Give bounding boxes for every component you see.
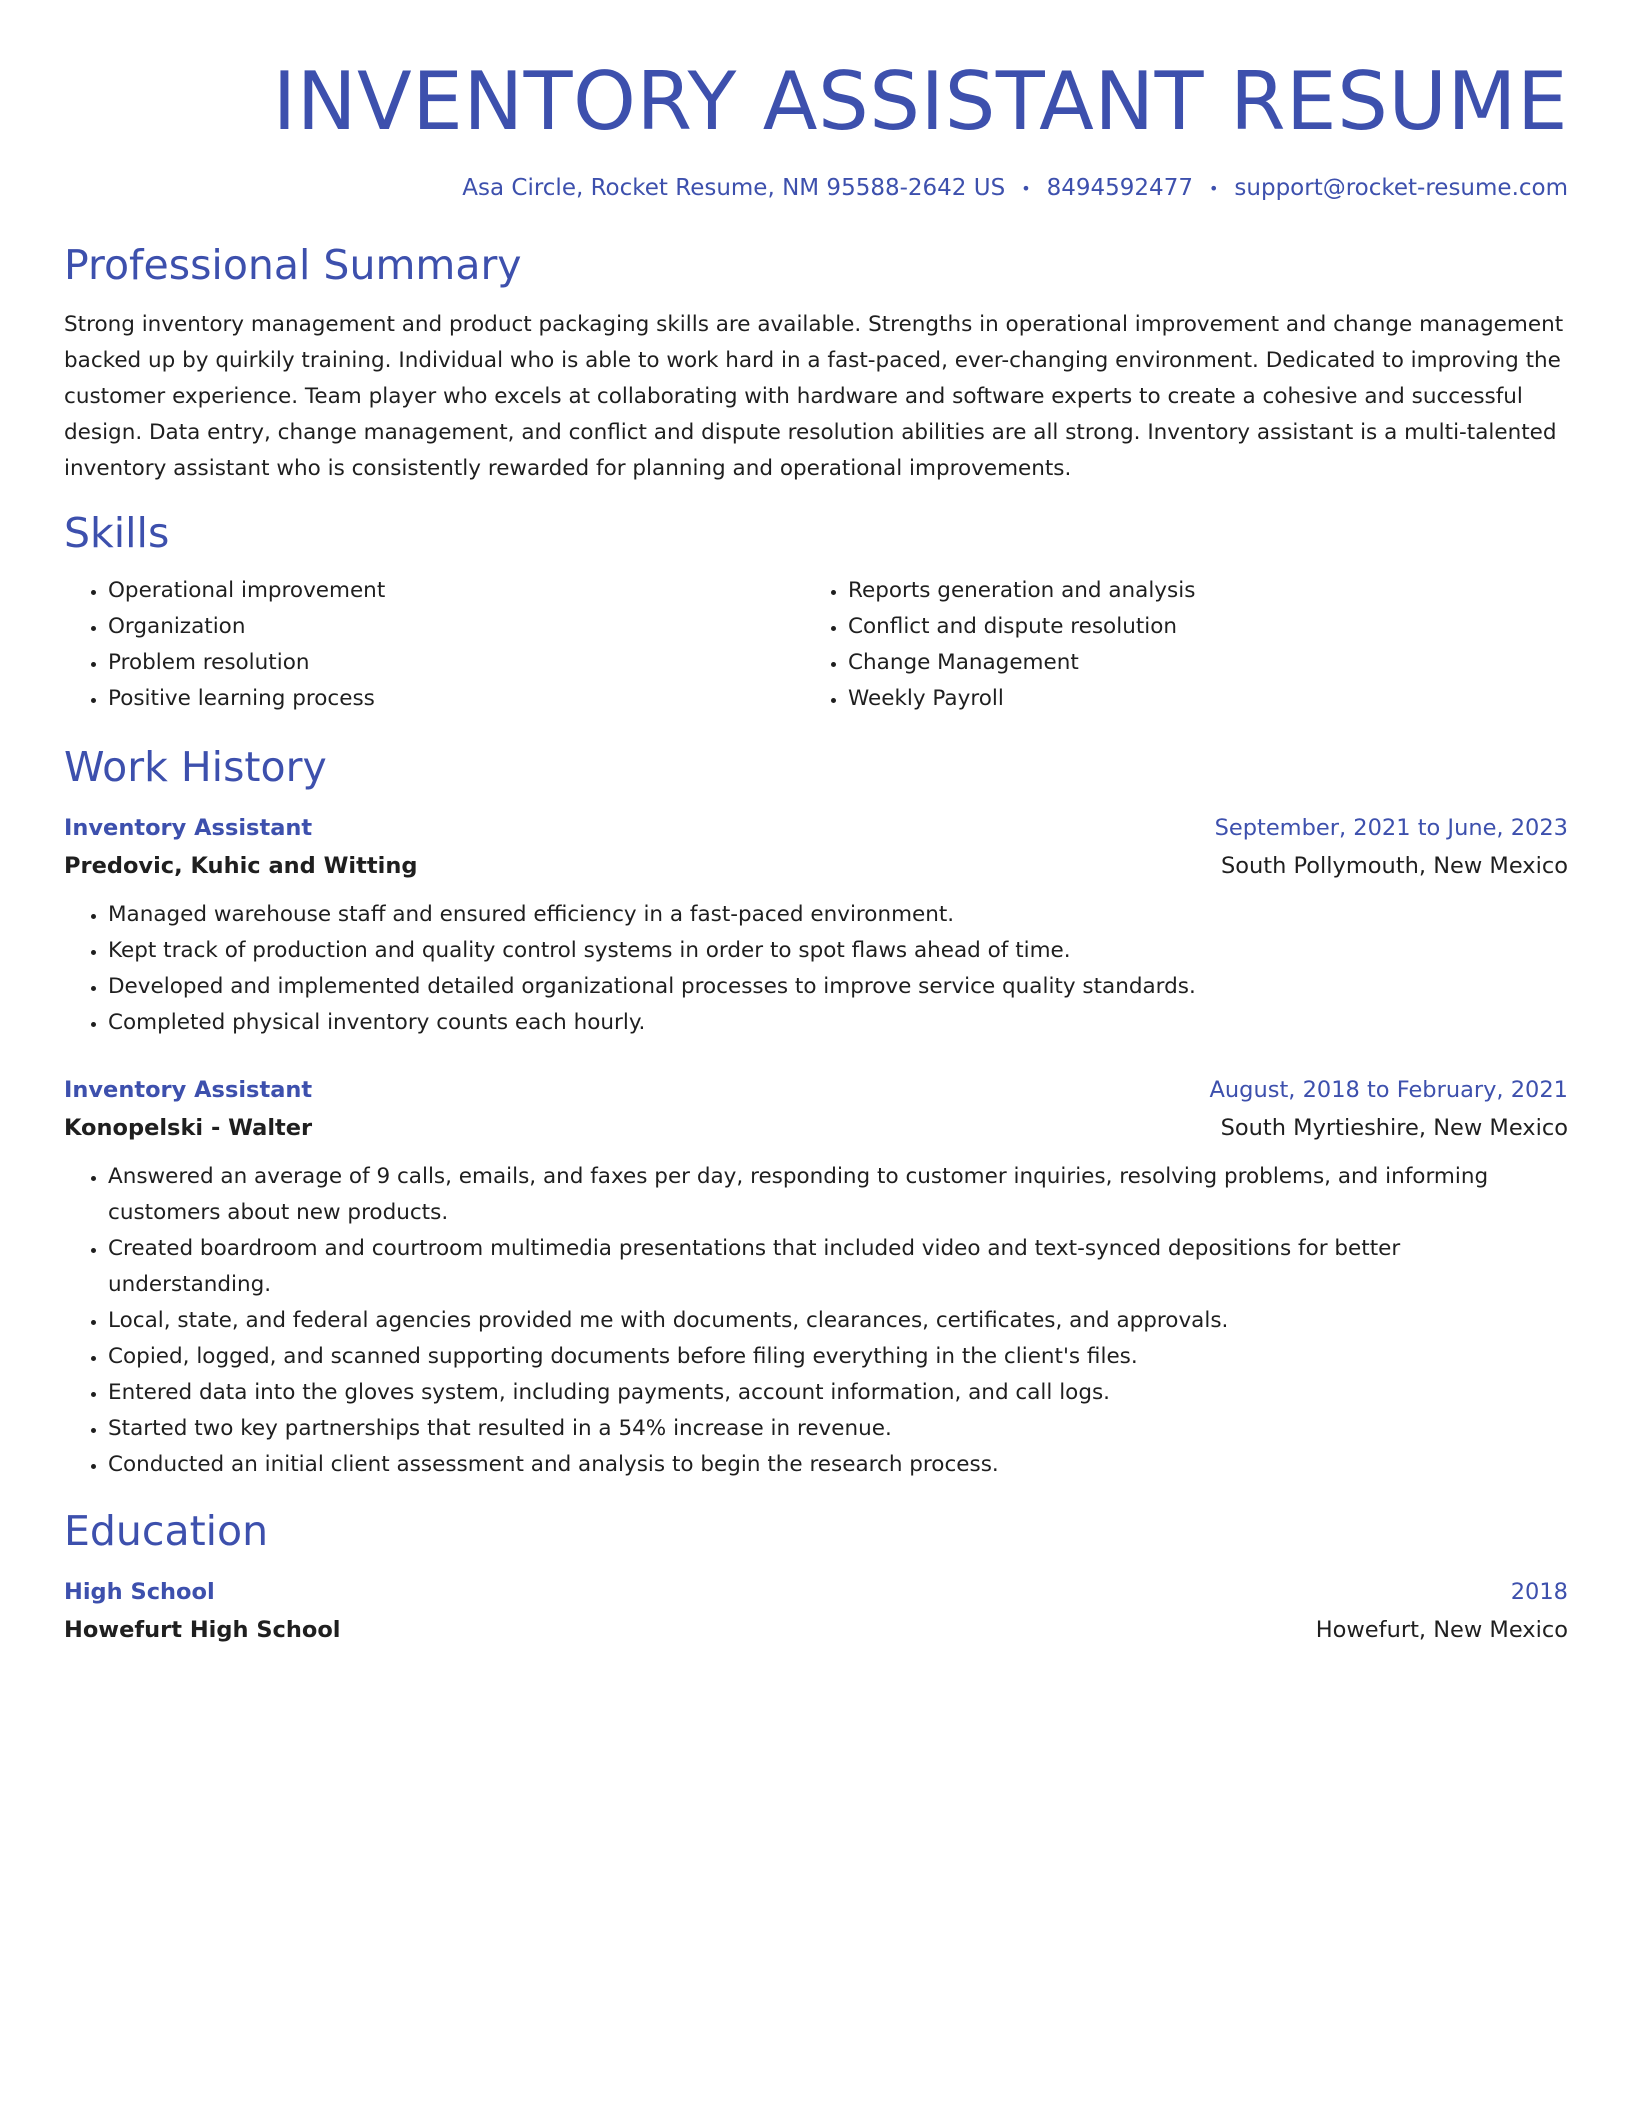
education-degree: High School <box>64 1578 215 1605</box>
job-entry <box>64 1071 1568 1483</box>
job-bullet: • Answered an average of 9 calls, emails, and faxes per day, responding to customer inquiries, resolving problems, and informing customers about new products. <box>108 1159 1568 1231</box>
job-bullet: • Conducted an initial client assessment and analysis to begin the research process. <box>108 1447 1568 1483</box>
job-employer: Predovic, Kuhic and Witting <box>64 852 418 879</box>
job-bullet: • Entered data into the gloves system, including payments, account information, and call logs. <box>108 1375 1568 1411</box>
section-heading-work: Work History <box>64 742 327 791</box>
job-bullet: • Created boardroom and courtroom multimedia presentations that included video and text-synced depositions for better understanding. <box>108 1231 1568 1303</box>
job-entry <box>64 809 1568 1041</box>
section-heading-skills: Skills <box>64 508 170 557</box>
resume-title: INVENTORY ASSISTANT RESUME <box>272 55 1568 148</box>
job-bullets <box>64 1159 1568 1483</box>
job-bullet: • Local, state, and federal agencies provided me with documents, clearances, certificates, and approvals. <box>108 1303 1568 1339</box>
job-employer: Konopelski - Walter <box>64 1114 313 1141</box>
job-bullet: • Started two key partnerships that resulted in a 54% increase in revenue. <box>108 1411 1568 1447</box>
skill-item: • Problem resolution <box>108 645 804 681</box>
job-title: Inventory Assistant <box>64 814 313 841</box>
education-school-row <box>64 1611 1568 1649</box>
education-school: Howefurt High School <box>64 1616 341 1643</box>
contact-line <box>64 170 1568 207</box>
education-degree-row <box>64 1573 1568 1611</box>
skill-item: • Change Management <box>848 645 1544 681</box>
job-title-row <box>64 809 1568 847</box>
job-location: South Pollymouth, New Mexico <box>1220 852 1568 879</box>
skill-item: • Reports generation and analysis <box>848 573 1544 609</box>
job-bullet: • Managed warehouse staff and ensured efficiency in a fast-paced environment. <box>108 897 1568 933</box>
job-location: South Myrtieshire, New Mexico <box>1220 1114 1568 1141</box>
job-bullet: • Kept track of production and quality control systems in order to spot flaws ahead of time. <box>108 933 1568 969</box>
contact-email[interactable]: support@rocket-resume.com <box>1234 175 1568 201</box>
job-title-row <box>64 1071 1568 1109</box>
job-bullet: • Completed physical inventory counts each hourly. <box>108 1005 1568 1041</box>
skill-item: • Positive learning process <box>108 681 804 717</box>
job-dates: August, 2018 to February, 2021 <box>1209 1076 1568 1103</box>
job-bullet: • Copied, logged, and scanned supporting documents before filing everything in the client's files. <box>108 1339 1568 1375</box>
contact-phone: 8494592477 <box>1046 175 1193 201</box>
contact-address: Asa Circle, Rocket Resume, NM 95588-2642 US <box>462 175 1006 201</box>
job-employer-row <box>64 1109 1568 1147</box>
section-heading-education: Education <box>64 1506 269 1555</box>
skill-item: • Weekly Payroll <box>848 681 1544 717</box>
education-year: 2018 <box>1510 1578 1568 1605</box>
skill-item: • Operational improvement <box>108 573 804 609</box>
contact-separator: • <box>1021 178 1031 198</box>
job-bullets <box>64 897 1568 1041</box>
skill-item: • Conflict and dispute resolution <box>848 609 1544 645</box>
resume-header <box>64 52 1568 207</box>
section-heading-summary: Professional Summary <box>64 240 522 289</box>
education-section <box>64 1503 1568 1649</box>
skills-grid <box>64 573 1568 717</box>
summary-paragraph: Strong inventory management and product packaging skills are available. Strengths in operational improvement and change management backed up by quirkily training. Individual who is able to work hard in a fast-paced, ever-changing environment. Dedicated to improving the customer experience. Team player who excels at collaborating with hardware and software experts to create a cohesive and successful design. Data entry, change management, and conflict and dispute resolution abilities are all strong. Inventory assistant is a multi-talented inventory assistant who is consistently rewarded for planning and operational improvements. <box>64 311 1564 481</box>
skill-item: • Organization <box>108 609 804 645</box>
education-location: Howefurt, New Mexico <box>1315 1616 1568 1643</box>
professional-summary-section <box>64 237 1568 487</box>
skills-column-left <box>64 573 804 717</box>
education-entry <box>64 1573 1568 1649</box>
work-history-section <box>64 739 1568 1483</box>
skills-section <box>64 505 1568 717</box>
job-dates: September, 2021 to June, 2023 <box>1214 814 1568 841</box>
contact-separator: • <box>1208 178 1219 198</box>
job-title: Inventory Assistant <box>64 1076 313 1103</box>
job-bullet: • Developed and implemented detailed organizational processes to improve service quality standards. <box>108 969 1568 1005</box>
job-employer-row <box>64 847 1568 885</box>
skills-column-right <box>804 573 1544 717</box>
